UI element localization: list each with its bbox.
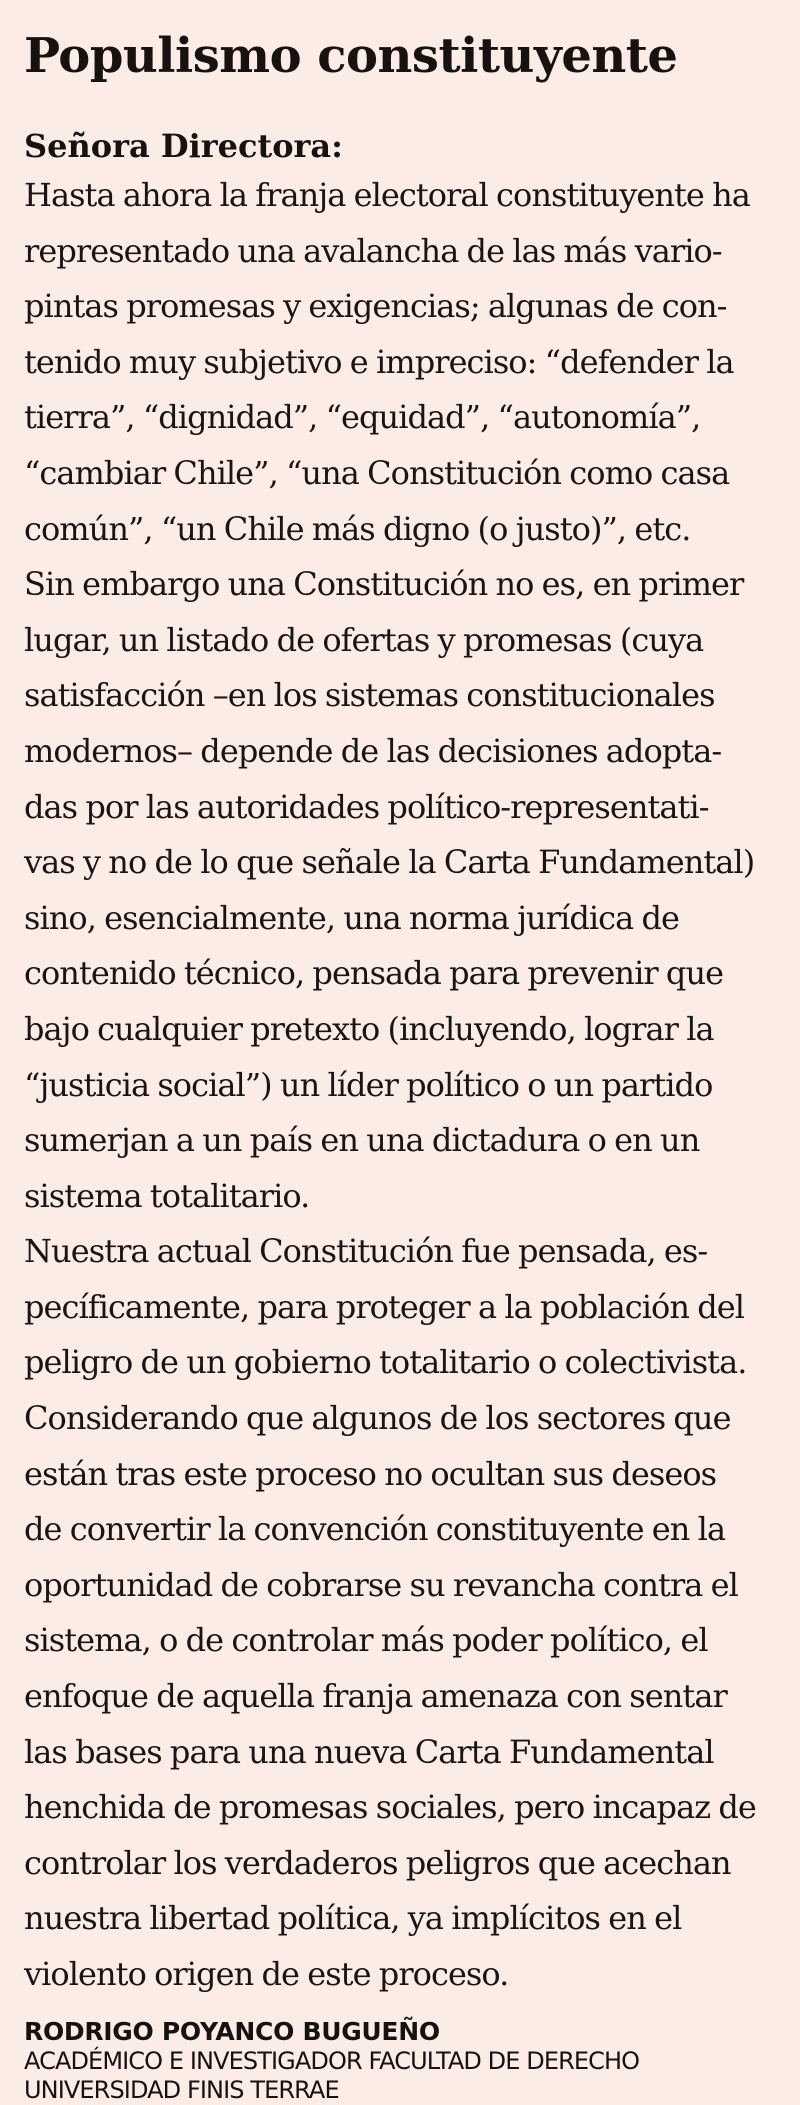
text-line: contenido técnico, pensada para prevenir que — [24, 954, 724, 993]
text-line: lugar, un listado de ofertas y promesas (cuya — [24, 620, 704, 659]
text-line: das por las autoridades político-representati- — [24, 787, 709, 826]
text-line: nuestra libertad política, ya implícitos en el — [24, 1899, 682, 1938]
letter-body — [24, 168, 778, 2003]
text-line: satisfacción –en los sistemas constitucionales — [24, 676, 715, 715]
text-line: henchida de promesas sociales, pero incapaz de — [24, 1788, 756, 1827]
signature-block — [24, 2017, 778, 2105]
text-line: Considerando que algunos de los sectores que — [24, 1399, 731, 1438]
text-line: común”, “un Chile más digno (o justo)”, etc. — [24, 509, 691, 548]
text-line: enfoque de aquella franja amenaza con sentar — [24, 1677, 727, 1716]
author-affiliation: ACADÉMICO E INVESTIGADOR FACULTAD DE DERECHO — [24, 2046, 640, 2075]
text-line: “justicia social”) un líder político o un partido — [24, 1065, 713, 1104]
text-line: Sin embargo una Constitución no es, en primer — [24, 565, 744, 604]
text-line: pecíficamente, para proteger a la población del — [24, 1287, 745, 1326]
text-line: las bases para una nueva Carta Fundamental — [24, 1732, 714, 1771]
author-institution: UNIVERSIDAD FINIS TERRAE — [24, 2075, 339, 2104]
text-line: bajo cualquier pretexto (incluyendo, lograr la — [24, 1009, 714, 1048]
text-line: violento origen de este proceso. — [24, 1955, 509, 1993]
text-line: Hasta ahora la franja electoral constituyente ha — [24, 176, 750, 214]
text-line: sino, esencialmente, una norma jurídica de — [24, 898, 679, 937]
text-line: sumerjan a un país en una dictadura o en un — [24, 1121, 700, 1160]
salutation: Señora Directora: — [24, 127, 343, 165]
text-line: de convertir la convención constituyente en la — [24, 1510, 726, 1549]
headline: Populismo constituyente — [24, 28, 678, 84]
text-line: están tras este proceso no ocultan sus deseos — [24, 1454, 717, 1493]
author-name: RODRIGO POYANCO BUGUEÑO — [24, 2016, 440, 2046]
text-line: controlar los verdaderos peligros que acechan — [24, 1843, 731, 1882]
text-line: sistema totalitario. — [24, 1176, 310, 1215]
text-line: tierra”, “dignidad”, “equidad”, “autonomía”, — [24, 398, 701, 437]
text-line: “cambiar Chile”, “una Constitución como casa — [24, 453, 730, 492]
text-line: modernos– depende de las decisiones adopta- — [24, 731, 722, 770]
text-line: sistema, o de controlar más poder político, el — [24, 1621, 708, 1660]
text-line: oportunidad de cobrarse su revancha contra el — [24, 1565, 738, 1604]
text-line: tenido muy subjetivo e impreciso: “defender la — [24, 342, 734, 381]
text-line: pintas promesas y exigencias; algunas de con- — [24, 287, 727, 326]
text-line: peligro de un gobierno totalitario o colectivista. — [24, 1343, 747, 1382]
text-line: Nuestra actual Constitución fue pensada, es- — [24, 1232, 708, 1271]
text-line: vas y no de lo que señale la Carta Fundamental) — [24, 843, 755, 882]
text-line: representado una avalancha de las más vario- — [24, 231, 722, 270]
